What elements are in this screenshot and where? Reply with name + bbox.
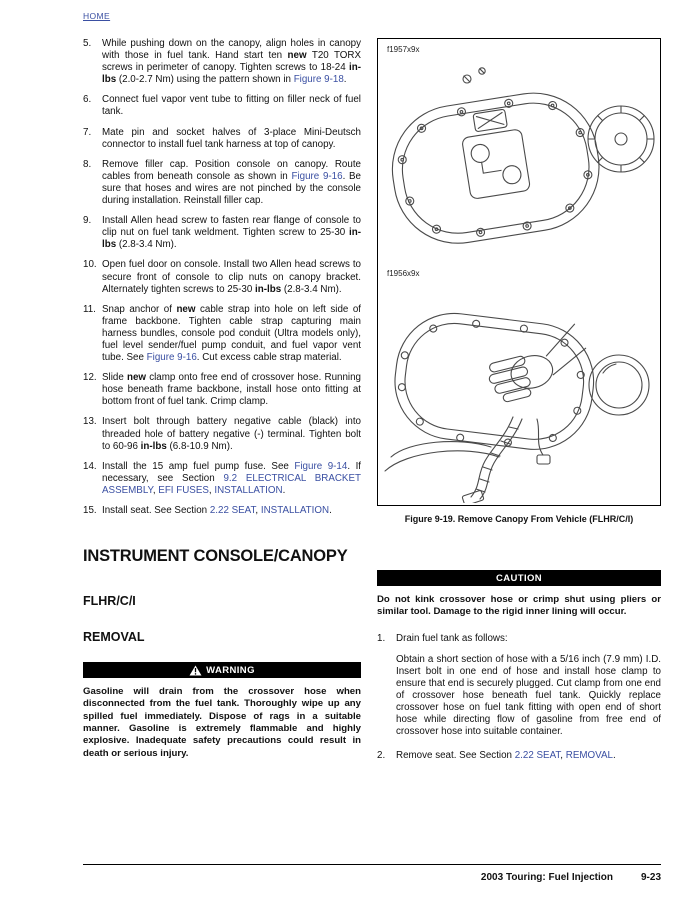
step-number: 10. — [83, 259, 97, 271]
canopy-top-view-illustration — [379, 55, 661, 269]
cross-reference-link[interactable]: INSTALLATION — [260, 505, 330, 516]
step-number: 8. — [83, 158, 92, 170]
step-text: Snap anchor of new cable strap into hole on left side of frame backbone. Tighten cable strap capturing main harness bundles, console pod conduit (Ultra models only), fuel level sender/fuel pump conduit, and fuel vapor vent tube. See Figure 9-16. Cut excess cable strap material. — [102, 303, 361, 364]
step-number: 5. — [83, 38, 92, 49]
instruction-step — [83, 127, 361, 151]
step-text: Drain fuel tank as follows: — [396, 632, 508, 644]
instruction-step — [83, 259, 361, 295]
cross-reference-link[interactable]: EFI FUSES — [158, 484, 209, 496]
emphasized-text: new — [126, 372, 147, 384]
photo-code-top: f1957x9x — [387, 45, 420, 54]
caution-label: CAUTION — [495, 572, 543, 584]
cross-reference-link[interactable]: INSTALLATION — [214, 484, 283, 496]
instruction-step — [83, 505, 361, 517]
cross-reference-link[interactable]: Figure 9-16 — [146, 352, 197, 364]
step-number: 9. — [83, 215, 92, 227]
page-footer — [83, 864, 661, 883]
removal-steps — [377, 633, 661, 763]
instruction-step — [377, 633, 661, 645]
step-number: 2. — [377, 750, 386, 762]
instruction-step — [83, 416, 361, 452]
step-number: 12. — [83, 372, 97, 384]
caution-header — [377, 570, 661, 586]
cross-reference-link[interactable]: Figure 9-16 — [291, 170, 343, 182]
left-column — [83, 38, 361, 760]
emphasized-text: new — [287, 50, 307, 62]
step-text: Install Allen head screw to fasten rear flange of console to clip nut on fuel tank weldment. Tighten screw to 25-30 in-lbs (2.8-3.4 Nm). — [102, 215, 361, 251]
emphasized-text: in-lbs — [255, 283, 282, 295]
instruction-step — [83, 94, 361, 118]
caution-text: Do not kink crossover hose or crimp shut using pliers or similar tool. Damage to the rigid inner lining will occur. — [377, 594, 661, 618]
warning-label: WARNING — [206, 664, 255, 676]
step-text: Remove seat. See Section 2.22 SEAT, REMOVAL. — [396, 750, 616, 762]
step-text: Mate pin and socket halves of 3-place Mini-Deutsch connector to install fuel tank harness at top of canopy. — [102, 126, 361, 150]
step-text: Open fuel door on console. Install two Allen head screws to secure front of console to clip nuts on canopy bracket. Alternately tighten screws to 25-30 in-lbs (2.8-3.4 Nm). — [102, 259, 361, 295]
footer-title: 2003 Touring: Fuel Injection — [480, 872, 613, 883]
step-number: 1. — [377, 632, 386, 644]
instruction-step — [83, 159, 361, 207]
instruction-step — [83, 372, 361, 408]
step-number: 15. — [83, 505, 97, 516]
cross-reference-link[interactable]: REMOVAL — [565, 750, 613, 762]
cross-reference-link[interactable]: Figure 9-18 — [293, 74, 344, 86]
step-number: 11. — [83, 303, 96, 315]
step-number: 7. — [83, 126, 92, 138]
figure-9-19 — [377, 38, 661, 506]
step-text: Slide new clamp onto free end of crossover hose. Running hose beneath frame backbone, install hose onto fitting at bottom front of fuel tank. Crimp clamp. — [102, 372, 361, 408]
instruction-step — [83, 215, 361, 251]
instruction-step — [83, 38, 361, 86]
step-number: 6. — [83, 94, 92, 106]
step-text: Install the 15 amp fuel pump fuse. See Figure 9-14. If necessary, see Section 9.2 ELECTRICAL BRACKET ASSEMBLY, EFI FUSES, INSTALLATION. — [102, 460, 362, 496]
section-title: INSTRUMENT CONSOLE/CANOPY — [83, 547, 348, 566]
step-number: 14. — [83, 460, 97, 472]
footer-page-number: 9-23 — [640, 872, 661, 883]
photo-code-bottom: f1956x9x — [387, 269, 420, 278]
step-text: Connect fuel vapor vent tube to fitting on filler neck of fuel tank. — [102, 94, 361, 118]
figure-caption: Figure 9-19. Remove Canopy From Vehicle (FLHR/C/I) — [404, 514, 634, 524]
removal-heading: REMOVAL — [83, 630, 145, 645]
home-link[interactable]: HOME — [83, 11, 111, 21]
warning-header — [83, 662, 361, 678]
cross-reference-link[interactable]: 9.2 ELECTRICAL BRACKET ASSEMBLY — [102, 472, 361, 496]
step-text: Remove filler cap. Position console on canopy. Route cables from beneath console as shown in Figure 9-16. Be sure that hoses and wires are not pinched by the console during installation. Reinstall filler cap. — [102, 158, 361, 207]
cross-reference-link[interactable]: 2.22 SEAT — [209, 505, 256, 516]
right-column — [377, 38, 661, 770]
step-number: 13. — [83, 416, 97, 428]
emphasized-text: in-lbs — [102, 227, 361, 251]
step-subparagraph: Obtain a short section of hose with a 5/16 inch (7.9 mm) I.D. Insert bolt in one end of hose and install hose clamp to ensure that end is securely plugged. Cut clamp from one end of crossover hose beneath fuel tank. Quickly replace crossover hose on fuel tank fitting with open end of short hose while directing flow of gasoline from free end of crossover hose into suitable container. — [396, 653, 661, 738]
instruction-step — [377, 750, 661, 762]
step-text: While pushing down on the canopy, align holes in canopy with those in fuel tank. Hand start ten new T20 TORX screws in perimeter of canopy. Tighten screws to 18-24 in-lbs (2.0-2.7 Nm) using the pattern shown in Figure 9-18. — [102, 38, 362, 86]
canopy-removal-illustration — [379, 281, 661, 503]
warning-text: Gasoline will drain from the crossover hose when disconnected from the fuel tank. Thoroughly wipe up any spilled fuel immediately. Dispose of rags in a suitable manner. Gasoline is extremely flammable and highly explosive. Inadequate safety precautions could result in death or serious injury. — [83, 686, 361, 759]
caution-section — [377, 570, 661, 619]
cross-reference-link[interactable]: Figure 9-14 — [294, 460, 348, 472]
warning-icon — [189, 665, 202, 676]
emphasized-text: new — [176, 303, 196, 315]
model-heading: FLHR/C/I — [83, 594, 136, 609]
instruction-step — [83, 461, 361, 497]
emphasized-text: in-lbs — [102, 62, 361, 86]
emphasized-text: in-lbs — [140, 440, 167, 452]
instruction-step — [83, 304, 361, 364]
step-text: Install seat. See Section 2.22 SEAT, INSTALLATION. — [102, 505, 332, 516]
step-text: Insert bolt through battery negative cable (black) into threaded hole of battery negative (-) terminal. Tighten bolt to 60-96 in-lbs (6.8-10.9 Nm). — [102, 416, 361, 452]
cross-reference-link[interactable]: 2.22 SEAT — [514, 750, 561, 762]
